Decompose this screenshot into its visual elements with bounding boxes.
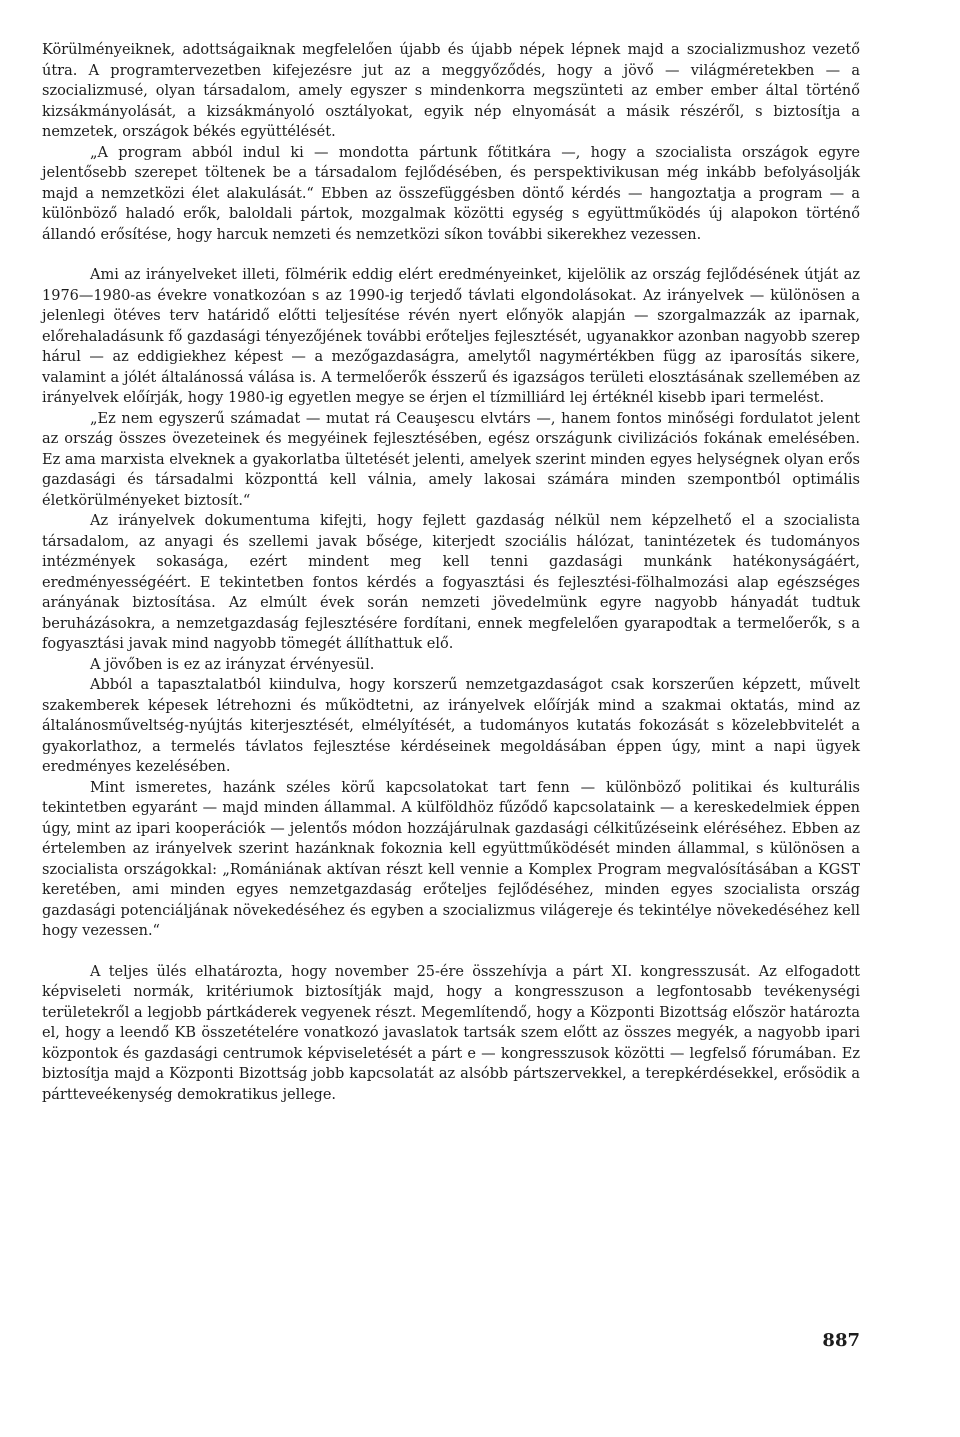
paragraph-9: A teljes ülés elhatározta, hogy november 25-ére összehívja a párt XI. kongresszusát. Az elfogadott képviseleti normák, kritériumok biztosítják majd, hogy a kongresszuson a legfontosabb tevékenységi területekről a legjobb pártkáderek vegyenek részt. Megemlítendő, hogy a Központi Bizottság először határozta el, hogy a leendő KB összetételére vonatkozó javaslatok tartsák szem előtt az összes megyék, a nagyobb ipari központok és gazdasági centrumok képviseletését a párt e — kongresszusok közötti — legfelső fórumában. Ez biztosítja majd a Központi Bizottság jobb kapcsolatát az alsóbb pártszervekkel, a terepkérdésekkel, erősödik a pártteveékenység demokratikus jellege. [42,963,860,1103]
paragraph-3: Ami az irányelveket illeti, fölmérik eddig elért eredményeinket, kijelölik az ország fejlődésének útját az 1976—1980-as évekre vonatkozóan s az 1990-ig terjedő távlati elgondolásokat. Az irányelvek — különösen a jelenlegi ötéves terv határidő előtti teljesítése révén nyert előnyök alapján — szorgalmazzák az iparnak, előrehaladásunk fő gazdasági tényezőjének további erőteljes fejlesztését, ugyanakkor azonban nagyobb szerep hárul — az eddigiekhez képest — a mezőgazdaságra, amelytől nagymértékben függ az iparosítás sikere, valamint a jólét általánossá válása is. A termelőerők ésszerű és igazságos területi elosztásának szellemében az irányelvek előírják, hogy 1980-ig egyetlen megye se érjen el tízmilliárd lej értéknél kisebb ipari termelést. [42,267,860,406]
paragraph-5: Az irányelvek dokumentuma kifejti, hogy fejlett gazdaság nélkül nem képzelhető el a szocialista társadalom, az anyagi és szellemi javak bősége, kiterjedt szociális hálózat, tanintézetek és tudományos intézmények sokasága, ezért mindent meg kell tenni gazdasági munkánk hatékonyságáért, eredményességéért. E tekintetben fontos kérdés a fogyasztási és fejlesztési-fölhalmozási alap egészséges arányának biztosítása. Az elmúlt évek során nemzeti jövedelmünk egyre nagyobb hányadát tudtuk beruházásokra, a nemzetgazdaság fejlesztésére fordítani, ennek megfelelően gyarapodtak a termelőerők, s a fogyasztási javak mind nagyobb tömegét állíthattuk elő. [42,513,860,652]
paragraph-8: Mint ismeretes, hazánk széles körű kapcsolatokat tart fenn — különböző politikai és kulturális tekintetben egyaránt — majd minden állammal. A külföldhöz fűződő kapcsolataink — a kereskedelmiek éppen úgy, mint az ipari kooperációk — jelentős módon hozzájárulnak gazdasági célkitűzéseink eléréséhez. Ebben az értelemben az irányelvek szerint hazánknak fokoznia kell együttműködését minden állammal, s különösen a szocialista országokkal: „Romániának aktívan részt kell vennie a Komplex Program megvalósításában a KGST keretében, ami minden egyes nemzetgazdaság erőteljes fejlődéséhez, minden egyes szocialista ország gazdasági potenciáljának növekedéséhez és egyben a szocializmus világereje és tekintélye növekedéséhez kell hogy vezessen.“ [42,779,860,939]
paragraph-6: A jövőben is ez az irányzat érvényesül. [90,656,375,673]
page-number: 887 [822,1330,860,1351]
paragraph-2: „A program abból indul ki — mondotta pártunk főtitkára —, hogy a szocialista országok egyre jelentősebb szerepet töltenek be a társadalom fejlődésében, és perspektivikusan még inkább befolyásolják majd a nemzetközi élet alakulását.“ Ebben az összefüggésben döntő kérdés — hangoztatja a program — a különböző haladó erők, baloldali pártok, mozgalmak közötti egység s együttműködés új alapokon történő állandó erősítése, hogy harcuk nemzeti és nemzetközi síkon további sikerekhez vezessen. [42,144,860,243]
page-body [42,40,860,1105]
paragraph-7: Abból a tapasztalatból kiindulva, hogy korszerű nemzetgazdaságot csak korszerűen képzett, művelt szakemberek képesek létrehozni és működtetni, az irányelvek előírják mind a szakmai oktatás, mind az általánosműveltség-nyújtás kiterjesztését, elmélyítését, a tudományos kutatás fokozását s közelebbvitelét a gyakorlathoz, a termelés távlatos fejlesztése kérdéseinek megoldásában éppen úgy, mint a napi ügyek eredményes kezelésében. [42,677,860,775]
paragraph-1: Körülményeiknek, adottságaiknak megfelelően újabb és újabb népek lépnek majd a szocializmushoz vezető útra. A programtervezetben kifejezésre jut az a meggyőződés, hogy a jövő — világméretekben — a szocializmusé, olyan társadalom, amely egyszer s mindenkorra megszünteti az ember ember által történő kizsákmányolását, a kizsákmányoló osztályokat, egyik nép elnyomását a másik részéről, s biztosítja a nemzetek, országok békés együttélését. [42,42,860,140]
paragraph-4: „Ez nem egyszerű számadat — mutat rá Ceauşescu elvtárs —, hanem fontos minőségi fordulatot jelent az ország összes övezeteinek és megyéinek fejlesztésében, egész országunk civilizációs fokának emelésében. Ez ama marxista elveknek a gyakorlatba ültetését jelenti, amelyek szerint minden egyes helységnek olyan erős gazdasági és társadalmi központtá kell válnia, amely lakosai számára minden szempontból optimális életkörülményeket biztosít.“ [42,410,860,509]
